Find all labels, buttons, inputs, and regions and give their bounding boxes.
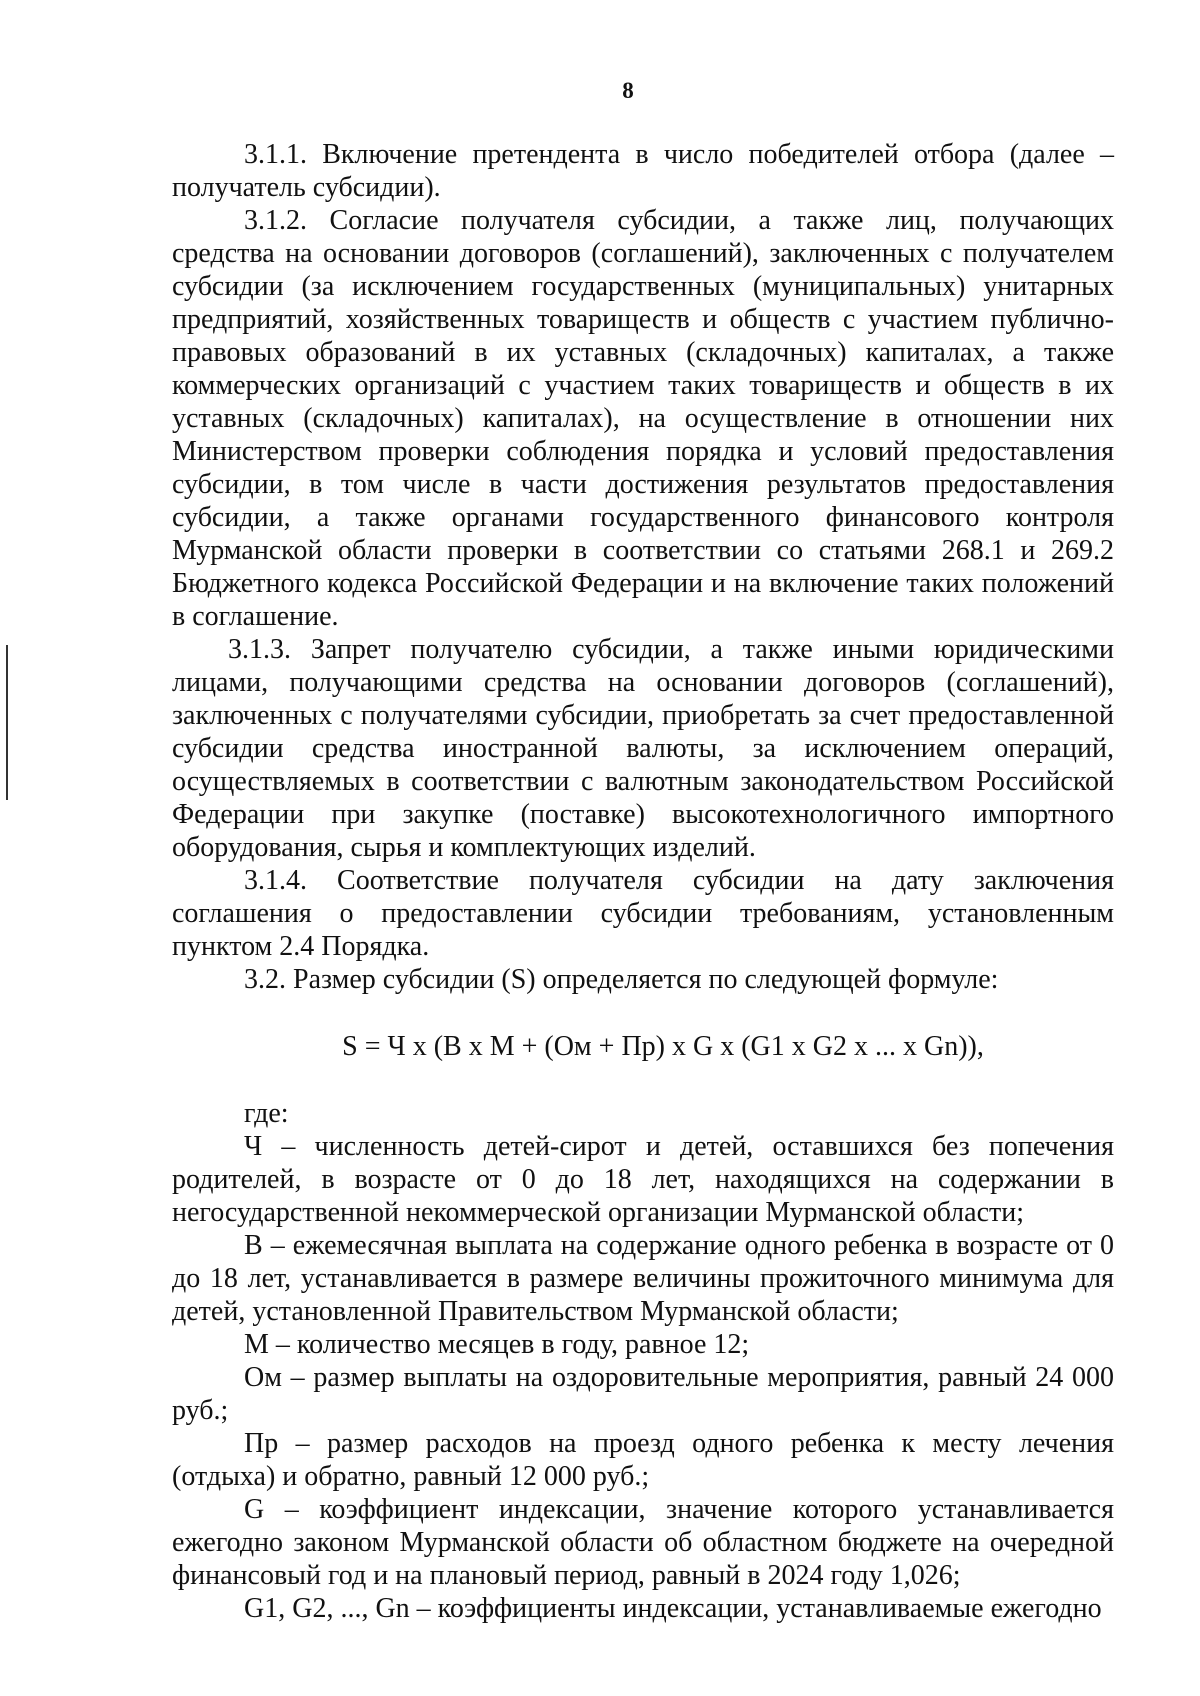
scan-edge-mark: [6, 645, 8, 800]
paragraph-3-1-4: 3.1.4. Соответствие получателя субсидии на дату заключения соглашения о предоставлении субсидии требованиям, установленным пунктом 2.4 Порядка.: [172, 865, 1114, 962]
definition-m: М – количество месяцев в году, равное 12;: [244, 1329, 750, 1360]
paragraph-3-1-2: 3.1.2. Согласие получателя субсидии, а также лиц, получающих средства на основании договоров (соглашений), заключенных с получателем субсидии (за исключением государственных (муниципальных) унитарных предприятий, хозяйственных товариществ и обществ с участием публично-правовых образований в их уставных (складочных) капиталах, а также коммерческих организаций с участием таких товариществ и обществ в их уставных (складочных) капиталах), на осуществление в отношении них Министерством проверки соблюдения порядка и условий предоставления субсидии, в том числе в части достижения результатов предоставления субсидии, а также органами государственного финансового контроля Мурманской области проверки в соответствии со статьями 268.1 и 269.2 Бюджетного кодекса Российской Федерации и на включение таких положений в соглашение.: [172, 205, 1114, 632]
definition-ch: Ч – численность детей-сирот и детей, оставшихся без попечения родителей, в возрасте от 0 до 18 лет, находящихся на содержании в негосударственной некоммерческой организации Мурманской области;: [172, 1131, 1114, 1228]
definition-b: В – ежемесячная выплата на содержание одного ребенка в возрасте от 0 до 18 лет, устанавливается в размере величины прожиточного минимума для детей, установленной Правительством Мурманской области;: [172, 1230, 1114, 1327]
definition-g: G – коэффициент индексации, значение которого устанавливается ежегодно законом Мурманской области об областном бюджете на очередной финансовый год и на плановый период, равный в 2024 году 1,026;: [172, 1494, 1114, 1591]
where-label: где:: [244, 1098, 289, 1129]
paragraph-3-1-3: 3.1.3. Запрет получателю субсидии, а также иными юридическими лицами, получающими средства на основании договоров (соглашений), заключенных с получателями субсидии, приобретать за счет предоставленной субсидии средства иностранной валюты, за исключением операций, осуществляемых в соответствии с валютным законодательством Российской Федерации при закупке (поставке) высокотехнологичного импортного оборудования, сырья и комплектующих изделий.: [172, 634, 1114, 863]
definition-pr: Пр – размер расходов на проезд одного ребенка к месту лечения (отдыха) и обратно, равный 12 000 руб.;: [172, 1428, 1114, 1492]
definition-om: Ом – размер выплаты на оздоровительные мероприятия, равный 24 000 руб.;: [172, 1362, 1114, 1426]
paragraph-3-2: 3.2. Размер субсидии (S) определяется по следующей формуле:: [244, 964, 999, 995]
subsidy-formula: S = Ч x (B x M + (Ом + Пр) x G x (G1 x G2 x ... x Gn)),: [342, 1031, 984, 1062]
page-number: 8: [622, 78, 634, 103]
paragraph-3-1-1: 3.1.1. Включение претендента в число победителей отбора (далее – получатель субсидии).: [172, 139, 1114, 203]
definition-g1-gn: G1, G2, ..., Gn – коэффициенты индексации, устанавливаемые ежегодно: [244, 1593, 1102, 1624]
